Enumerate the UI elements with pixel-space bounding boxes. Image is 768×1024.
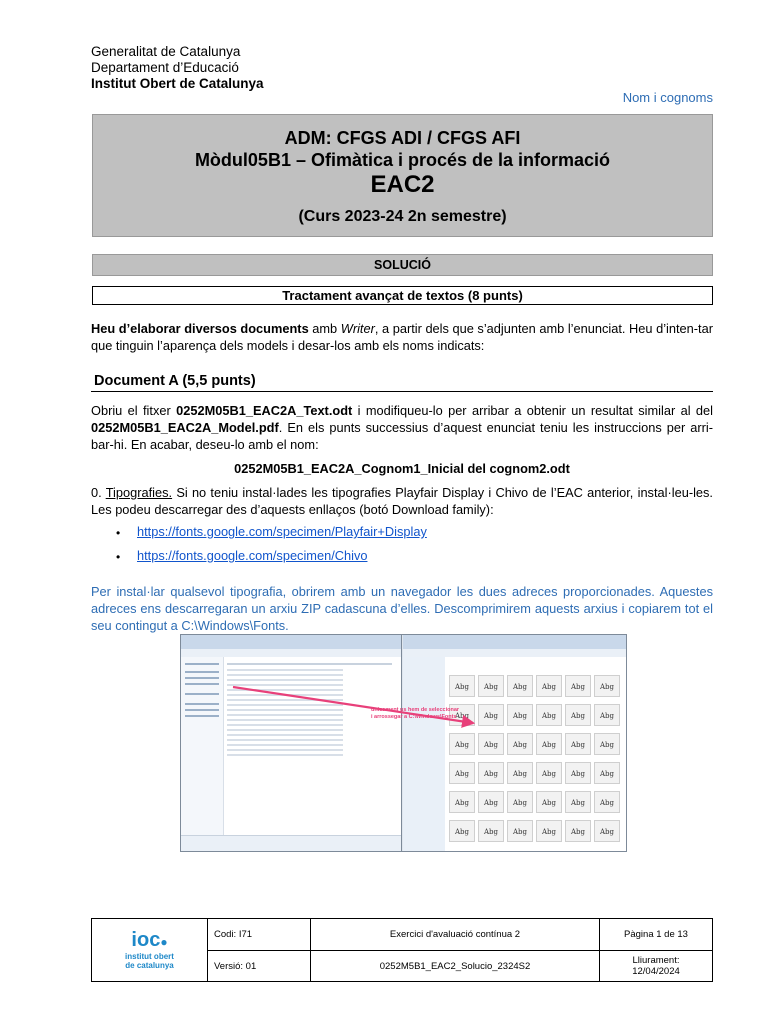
- font-tile: Abg: [478, 820, 504, 842]
- font-tile: Abg: [594, 791, 620, 813]
- drag-annotation: únicament us hem de seleccionar i arrossegar a C:\Windows\Fonts: [371, 707, 460, 720]
- font-tile: Abg: [565, 704, 591, 726]
- font-tile: Abg: [478, 762, 504, 784]
- intro-bold: Heu d’elaborar diversos documents: [91, 321, 309, 336]
- font-tile: Abg: [507, 733, 533, 755]
- intro-text-2: , a partir dels que s’adjunten amb l’enunciat. Heu d’inten-tar que tinguin l’aparença dels models i desar-los amb els noms indicats:: [91, 321, 713, 353]
- font-tile: Abg: [536, 762, 562, 784]
- institution-header: [91, 44, 264, 92]
- font-tile: Abg: [536, 820, 562, 842]
- document-a-heading: Document A (5,5 punts): [91, 373, 713, 392]
- tipografies-label: Tipografies.: [105, 485, 173, 500]
- save-filename: 0252M05B1_EAC2A_Cognom1_Inicial del cognom2.odt: [234, 461, 570, 476]
- font-tile: Abg: [449, 704, 475, 726]
- footer-table: [91, 918, 713, 982]
- footer-lliurament: [600, 951, 713, 982]
- font-tile: Abg: [507, 704, 533, 726]
- bullet-icon: •: [116, 550, 121, 564]
- font-tile: Abg: [565, 820, 591, 842]
- font-tile: Abg: [449, 733, 475, 755]
- header-line-3: Institut Obert de Catalunya: [91, 76, 264, 91]
- section-title: Tractament avançat de textos (8 punts): [92, 286, 713, 305]
- font-tile: Abg: [478, 791, 504, 813]
- fonts-screenshot: [180, 634, 627, 852]
- drag-arrow: [181, 635, 627, 852]
- font-tile: Abg: [594, 733, 620, 755]
- font-tile: Abg: [594, 820, 620, 842]
- ioc-logo-sub2: de catalunya: [125, 961, 174, 970]
- intro-paragraph: [91, 320, 713, 354]
- header-line-1: Generalitat de Catalunya: [91, 44, 241, 59]
- font-tile: Abg: [449, 820, 475, 842]
- font-tile: Abg: [565, 762, 591, 784]
- header-line-2: Departament d’Educació: [91, 60, 239, 75]
- bullet-icon: •: [116, 526, 121, 540]
- title-box: [92, 114, 713, 237]
- footer-codi: Codi: I71: [208, 919, 311, 951]
- title-line-1: ADM: CFGS ADI / CFGS AFI: [284, 128, 521, 148]
- font-tile: Abg: [594, 675, 620, 697]
- p1-text-a: Obriu el fitxer: [91, 403, 177, 418]
- font-tile: Abg: [449, 762, 475, 784]
- font-tile: Abg: [594, 762, 620, 784]
- font-tile: Abg: [565, 791, 591, 813]
- tipografies-number: 0.: [91, 485, 106, 500]
- font-tile: Abg: [565, 733, 591, 755]
- intro-italic: Writer: [340, 321, 375, 336]
- tipografies-text: Si no teniu instal·lades les tipografies Playfair Display i Chivo de l’EAC anterior, instal·leu-les. Les podeu descarregar des d’aquests enllaços (botó Download family):: [91, 485, 713, 517]
- title-line-2: Mòdul05B1 – Ofimàtica i procés de la informació: [194, 150, 611, 170]
- ioc-logo-sub1: institut obert: [125, 952, 174, 961]
- footer-pagina: Pàgina 1 de 13: [600, 919, 713, 951]
- font-tile: Abg: [536, 791, 562, 813]
- font-tile: Abg: [507, 675, 533, 697]
- font-tile: Abg: [449, 791, 475, 813]
- font-tile: Abg: [478, 675, 504, 697]
- font-tile: Abg: [478, 704, 504, 726]
- footer-versio: Versió: 01: [208, 951, 311, 982]
- font-tile: Abg: [507, 762, 533, 784]
- font-tile: Abg: [478, 733, 504, 755]
- solucio-banner: SOLUCIÓ: [92, 254, 713, 276]
- footer-file: 0252M5B1_EAC2_Solucio_2324S2: [311, 951, 600, 982]
- p1-file-model: 0252M05B1_EAC2A_Model.pdf: [91, 420, 279, 435]
- chivo-link[interactable]: https://fonts.google.com/specimen/Chivo: [137, 548, 368, 563]
- ioc-logo-text: ioc: [131, 929, 161, 951]
- font-tile: Abg: [594, 704, 620, 726]
- font-tile: Abg: [536, 733, 562, 755]
- footer-lliurament-label: Lliurament:: [632, 955, 680, 966]
- title-line-3: EAC2: [370, 171, 435, 198]
- intro-text-1: amb: [308, 321, 341, 336]
- title-line-4: (Curs 2023-24 2n semestre): [298, 208, 507, 225]
- name-field: Nom i cognoms: [622, 90, 713, 105]
- p1-text-e: . En els punts successius d’aquest enunciat teniu les instruccions per arri-bar-hi. En acabar, deseu-lo amb el nom:: [91, 420, 713, 452]
- ioc-logo: ioc● institut obert de catalunya: [92, 919, 208, 982]
- font-tile: Abg: [536, 704, 562, 726]
- footer-exercici: Exercici d'avaluació contínua 2: [311, 919, 600, 951]
- font-tile: Abg: [565, 675, 591, 697]
- p1-file-text: 0252M05B1_EAC2A_Text.odt: [176, 403, 353, 418]
- font-tile: Abg: [507, 791, 533, 813]
- doc-a-paragraph: [91, 402, 713, 453]
- font-tile: Abg: [449, 675, 475, 697]
- font-tile: Abg: [536, 675, 562, 697]
- p1-text-c: i modifiqueu-lo per arribar a obtenir un resultat similar al del: [352, 403, 714, 418]
- tipografies-paragraph: [91, 484, 713, 518]
- font-tile: Abg: [507, 820, 533, 842]
- footer-lliurament-date: 12/04/2024: [632, 966, 680, 977]
- playfair-link[interactable]: https://fonts.google.com/specimen/Playfair+Display: [137, 524, 427, 539]
- install-note: Per instal·lar qualsevol tipografia, obrirem amb un navegador les dues adreces proporcionades. Aquestes adreces ens descarregaran un arxiu ZIP cadascuna d’elles. Descomprimirem aquests arxius i copiarem tot el seu contingut a C:\Windows\Fonts.: [91, 584, 713, 633]
